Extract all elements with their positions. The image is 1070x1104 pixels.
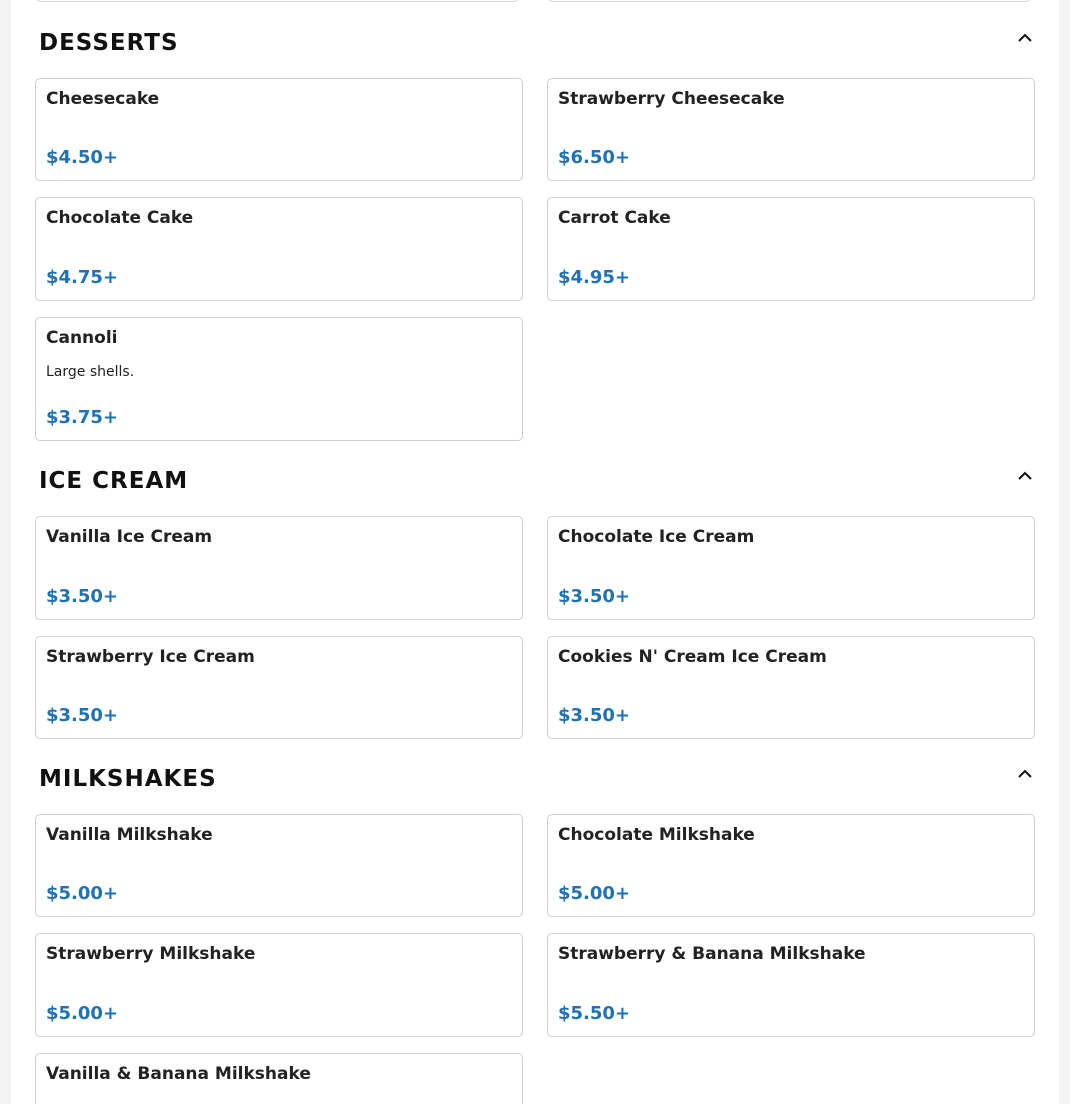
menu-item-card[interactable] <box>35 1053 523 1104</box>
menu-page <box>11 0 1059 1104</box>
menu-item-name: Carrot Cake <box>558 208 671 228</box>
chevron-up-icon[interactable] <box>1015 763 1035 783</box>
menu-item-card[interactable] <box>547 636 1035 739</box>
menu-item-price: $3.50+ <box>558 705 631 726</box>
menu-item-name: Chocolate Cake <box>46 208 194 228</box>
menu-item-card[interactable] <box>35 636 523 739</box>
menu-item-price: $4.95+ <box>558 267 631 288</box>
menu-item-card[interactable] <box>547 814 1035 917</box>
menu-item-card[interactable] <box>547 78 1035 181</box>
menu-item-name: Cannoli <box>46 328 118 348</box>
chevron-up-icon[interactable] <box>1015 465 1035 485</box>
menu-item-price: $3.50+ <box>46 586 119 607</box>
menu-item-price: $5.00+ <box>46 1003 119 1024</box>
menu-item-name: Strawberry & Banana Milkshake <box>558 944 866 964</box>
menu-item-price: $5.00+ <box>46 883 119 904</box>
menu-item-description: Large shells. <box>46 364 135 380</box>
menu-item-price: $3.50+ <box>558 586 631 607</box>
menu-item-name: Strawberry Milkshake <box>46 944 256 964</box>
chevron-up-icon[interactable] <box>1015 27 1035 47</box>
menu-item-price: $5.50+ <box>558 1003 631 1024</box>
menu-item-card[interactable] <box>35 516 523 620</box>
menu-item-price: $6.50+ <box>558 147 631 168</box>
menu-item-name: Vanilla Ice Cream <box>46 527 213 547</box>
menu-item-price: $4.75+ <box>46 267 119 288</box>
section-title-desserts: DESSERTS <box>39 30 179 56</box>
menu-item-name: Chocolate Milkshake <box>558 825 755 845</box>
menu-item-card-partial[interactable] <box>35 0 520 2</box>
menu-item-name: Chocolate Ice Cream <box>558 527 755 547</box>
menu-item-price: $4.50+ <box>46 147 119 168</box>
menu-item-name: Strawberry Cheesecake <box>558 89 785 109</box>
menu-item-card[interactable] <box>35 814 523 917</box>
menu-item-card[interactable] <box>35 197 523 301</box>
menu-item-card-partial[interactable] <box>547 0 1032 2</box>
menu-item-name: Cheesecake <box>46 89 160 109</box>
menu-item-price: $5.00+ <box>558 883 631 904</box>
menu-item-card[interactable] <box>547 933 1035 1037</box>
menu-item-card[interactable] <box>35 317 523 441</box>
menu-item-name: Vanilla & Banana Milkshake <box>46 1064 311 1084</box>
menu-item-price: $3.50+ <box>46 705 119 726</box>
menu-item-name: Vanilla Milkshake <box>46 825 213 845</box>
menu-item-card[interactable] <box>547 197 1035 301</box>
menu-item-card[interactable] <box>35 933 523 1037</box>
menu-item-name: Strawberry Ice Cream <box>46 647 255 667</box>
menu-item-price: $3.75+ <box>46 407 119 428</box>
section-title-ice-cream: ICE CREAM <box>39 468 189 494</box>
section-title-milkshakes: MILKSHAKES <box>39 766 217 792</box>
menu-item-card[interactable] <box>547 516 1035 620</box>
menu-item-card[interactable] <box>35 78 523 181</box>
menu-item-name: Cookies N' Cream Ice Cream <box>558 647 827 667</box>
